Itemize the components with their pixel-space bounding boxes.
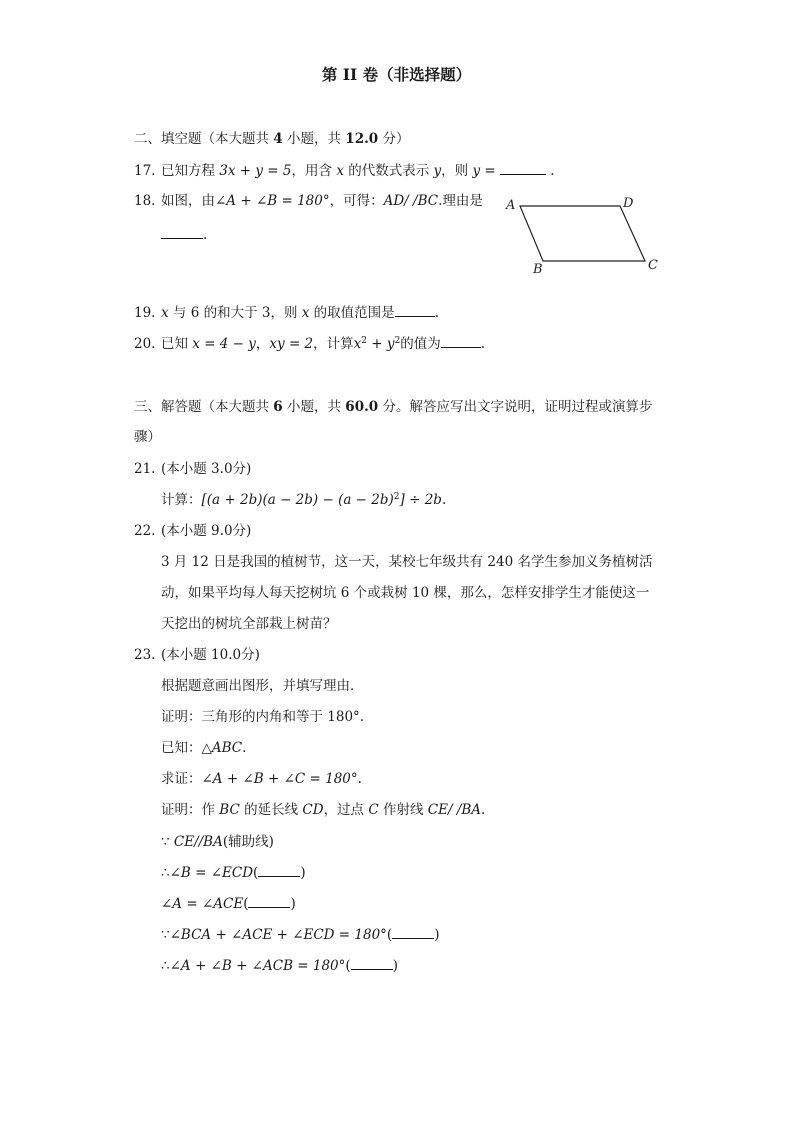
vertex-label-d: D [623,196,634,211]
question-text: ，计算 [313,336,354,352]
reason-blank[interactable] [248,894,290,908]
parallelogram-diagram [500,190,665,280]
expression: ∠A + ∠B + ∠C = 180° [201,771,358,787]
punctuation: . [441,492,447,508]
question-text: 已知： [161,740,202,756]
expression: CE/ /BA [427,802,482,818]
question-text: ，过点 [323,802,369,818]
question-23-line: 根据题意画出图形，并填写理由． [161,678,364,694]
expression: BC [219,802,240,818]
question-text: ，则 [441,163,473,179]
answer-blank[interactable] [161,225,203,239]
section-heading-text: 分。解答应写出文字说明，证明过程或演算步 [378,399,653,415]
question-22-line: 天挖出的树坑全部栽上树苗？ [161,616,337,632]
section-3-heading-cont: 骤） [134,429,161,445]
section-score: 12.0 [345,131,379,147]
parallelogram-figure [500,190,665,280]
answer-blank[interactable] [395,303,435,317]
question-21-header [134,459,251,479]
question-text: 已知 [161,336,193,352]
question-text: 如图，由 [161,193,215,209]
punctuation: ) [290,896,296,912]
vertex-label-a: A [506,198,516,213]
page-title: 第 II 卷（非选择题） [321,65,472,84]
question-count: 6 [273,399,283,415]
punctuation: ， [255,336,270,352]
question-text: 求证： [161,771,202,787]
proof-step-5 [161,956,398,976]
punctuation: ( [345,958,351,974]
question-text: 的取值范围是 [309,305,395,321]
exponent: 2 [394,336,401,346]
question-text: 作射线 [378,802,428,818]
question-20 [134,334,485,354]
question-text: 计算： [161,492,202,508]
variable: y [433,163,442,179]
question-18-answer-line [161,225,207,245]
variable: y [386,336,395,352]
question-21-body [161,490,446,510]
punctuation: ) [300,865,306,881]
question-23-line [161,800,485,820]
question-text: 的延长线 [239,802,303,818]
question-text: ，用含 [291,163,337,179]
variable: x [161,305,169,321]
question-text: 的值为 [400,336,441,352]
section-heading-text: 二、填空题（本大题共 [134,131,274,147]
question-number: 23. [134,647,156,663]
equation: xy = 2 [269,336,314,352]
section-3-heading [134,397,652,417]
equation: 3x + y = 5 [219,163,292,179]
proof-step-2 [161,863,306,883]
reason-blank[interactable] [351,956,393,970]
question-19 [134,303,439,323]
punctuation: ( [243,896,249,912]
question-count: 4 [273,131,283,147]
question-points: (本小题 3.0分) [161,461,252,477]
punctuation: . [242,740,247,756]
expression: ∠B = ∠ECD [169,865,254,881]
therefore-symbol: ∴ [161,958,170,974]
question-number: 19. [134,305,156,321]
question-23-header [134,645,260,665]
expression: CD [302,802,324,818]
question-text: ，可得： [329,193,384,209]
variable: x [336,163,344,179]
proof-step-4 [161,925,439,945]
punctuation: . [434,305,439,321]
question-points: (本小题 9.0分) [161,523,252,539]
expression: C [368,802,379,818]
question-23-line: 证明：三角形的内角和等于 180°. [161,709,365,725]
punctuation: . [481,802,486,818]
punctuation: . [546,163,555,179]
punctuation: ( [253,865,259,881]
question-text: 证明：作 [161,802,220,818]
expression: CE//BA [173,834,223,850]
question-17 [134,161,555,181]
question-number: 20. [134,336,156,352]
vertex-label-c: C [648,258,658,273]
variable: x [301,305,310,321]
question-22-header [134,521,251,541]
expression: △ABC [201,740,243,756]
question-number: 17. [134,163,156,179]
question-text: 的代数式表示 [343,163,434,179]
answer-blank[interactable] [441,334,481,348]
punctuation: ( [386,927,393,943]
question-23-line [161,769,362,789]
question-text: 与 6 的和大于 3，则 [168,305,302,321]
parallel-statement: AD/ /BC [383,193,439,209]
variable: x [353,336,362,352]
section-heading-text: 小题，共 [282,399,346,415]
question-text: .理由是 [438,193,483,209]
answer-blank[interactable] [500,161,546,175]
exponent: 2 [361,336,368,346]
section-score: 60.0 [345,399,379,415]
equation: y = [472,163,496,179]
reason-blank[interactable] [392,925,434,939]
question-text: (辅助线) [222,834,274,850]
operator: + [367,336,387,352]
punctuation: . [357,771,362,787]
punctuation: . [203,227,208,243]
expression: ∠A = ∠ACE [161,896,244,912]
question-number: 21. [134,461,156,477]
because-symbol: ∵ [161,834,174,850]
reason-blank[interactable] [258,863,300,877]
equation: x = 4 − y [192,336,256,352]
proof-step-1 [161,832,274,852]
parallelogram-shape [520,206,645,261]
question-22-line: 动，如果平均每人每天挖树坑 6 个或栽树 10 棵，那么，怎样安排学生才能使这一 [161,585,650,601]
section-heading-text: 分） [378,131,410,147]
expression: ∠A + ∠B + ∠ACB = 180° [169,958,346,974]
expression: ] ÷ 2b [399,492,442,508]
punctuation: ) [434,927,440,943]
question-text: 已知方程 [161,163,220,179]
because-symbol: ∵ [161,927,170,943]
question-number: 22. [134,523,156,539]
question-number: 18. [134,193,156,209]
section-heading-text: 三、解答题（本大题共 [134,399,274,415]
section-2-heading [134,129,409,149]
proof-step-3 [161,894,296,914]
expression: ∠BCA + ∠ACE + ∠ECD = 180° [169,927,387,943]
exponent: 2 [393,492,400,502]
equation: ∠A + ∠B = 180° [215,193,330,209]
expression: [(a + 2b)(a − 2b) − (a − 2b) [201,492,394,508]
punctuation: . [480,336,486,352]
question-18 [134,191,483,211]
section-heading-text: 小题，共 [282,131,346,147]
question-23-line [161,738,246,758]
therefore-symbol: ∴ [161,865,170,881]
vertex-label-b: B [533,262,543,277]
question-22-line: 3 月 12 日是我国的植树节，这一天，某校七年级共有 240 名学生参加义务植树活 [161,554,653,570]
question-points: (本小题 10.0分) [161,647,260,663]
punctuation: ) [392,958,398,974]
